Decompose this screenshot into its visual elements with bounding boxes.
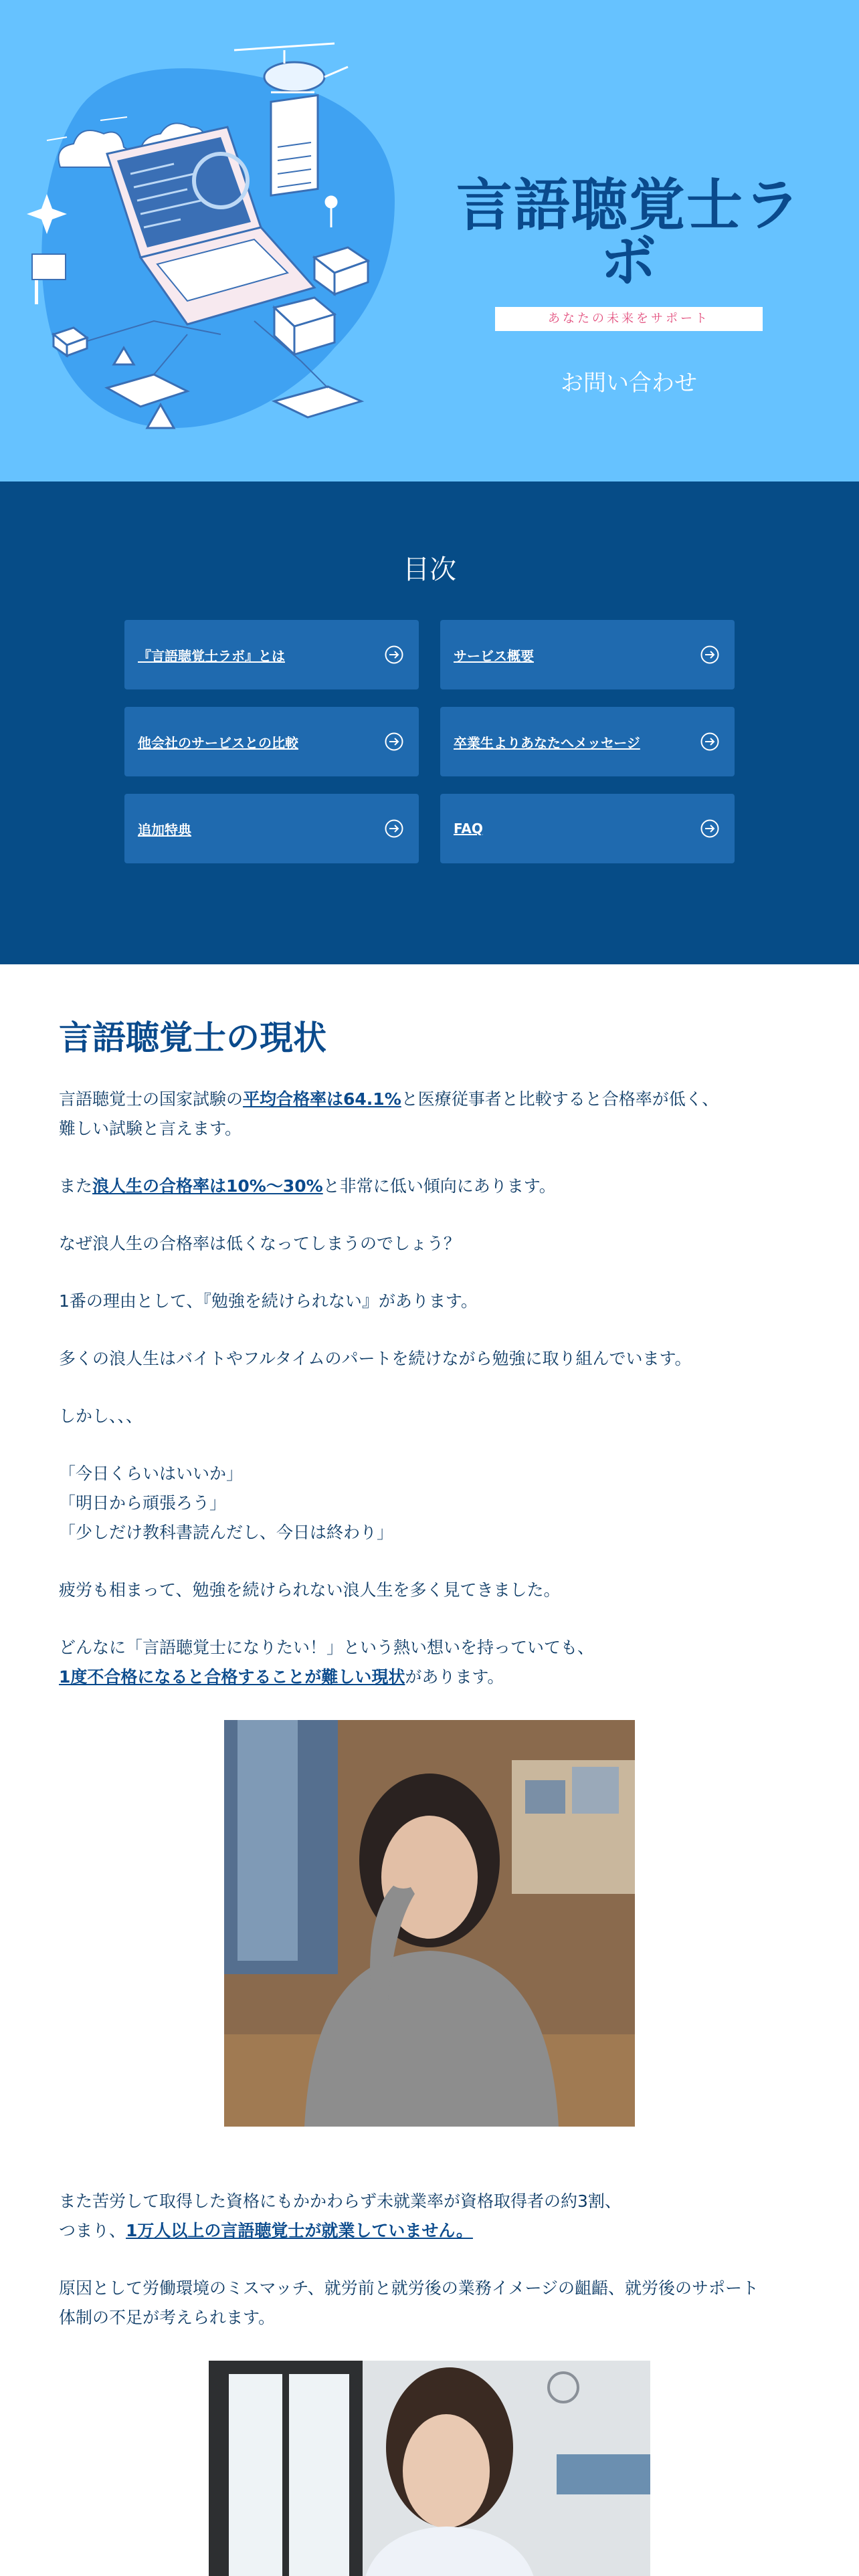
arrow-right-circle-icon xyxy=(700,645,720,665)
toc-item-label[interactable]: 他会社のサービスとの比較 xyxy=(138,734,298,751)
paragraph-pass-rate xyxy=(59,1085,800,1144)
highlight-pass-rate: 平均合格率は64.1% xyxy=(243,1089,401,1109)
paragraph-reason: 1番の理由として、『勉強を続けられない』があります。 xyxy=(59,1291,478,1311)
toc-item-label[interactable]: 『言語聴覚士ラボ』とは xyxy=(138,647,285,664)
toc-item-about[interactable] xyxy=(124,620,419,689)
text: と非常に低い傾向にあります。 xyxy=(322,1176,556,1196)
hero-illustration xyxy=(20,27,415,455)
arrow-right-circle-icon xyxy=(700,732,720,752)
text: があります。 xyxy=(405,1667,504,1687)
toc-grid xyxy=(124,620,735,863)
text: 難しい試験と言えます。 xyxy=(59,1119,242,1138)
paragraph-quotes xyxy=(59,1459,800,1547)
site-tagline: あなたの未来をサポート xyxy=(495,307,763,331)
highlight-unemployed: 1万人以上の言語聴覚士が就業していません。 xyxy=(126,2221,473,2240)
arrow-right-circle-icon xyxy=(384,645,404,665)
worried-student-image xyxy=(224,1720,635,2127)
paragraph-fatigue: 疲労も相まって、勉強を続けられない浪人生を多く見てきました。 xyxy=(59,1580,561,1600)
paragraph-difficulty xyxy=(59,1633,800,1692)
table-of-contents xyxy=(0,481,859,964)
contact-link[interactable]: お問い合わせ xyxy=(561,370,697,397)
text: 原因として労働環境のミスマッチ、就労前と就労後の業務イメージの齟齬、就労後のサポート xyxy=(59,2278,759,2298)
text: つまり、 xyxy=(59,2221,126,2240)
paragraph-question: なぜ浪人生の合格率は低くなってしまうのでしょう？ xyxy=(59,1234,461,1253)
paragraph-unemployment xyxy=(59,2187,800,2246)
toc-item-label[interactable]: サービス概要 xyxy=(454,647,534,664)
hero-section xyxy=(0,0,859,481)
paragraph-causes xyxy=(59,2274,800,2333)
text: また苦労して取得した資格にもかかわらず未就業率が資格取得者の約3割、 xyxy=(59,2191,622,2211)
text: どんなに「言語聴覚士になりたい！」という熱い想いを持っていても、 xyxy=(59,1638,595,1657)
text: 言語聴覚士の国家試験の xyxy=(59,1089,244,1109)
quote: 「少しだけ教科書読んだし、今日は終わり」 xyxy=(59,1523,394,1542)
toc-item-bonus[interactable] xyxy=(124,794,419,863)
toc-item-label[interactable]: FAQ xyxy=(454,821,483,837)
highlight-difficulty: 1度不合格になると合格することが難しい現状 xyxy=(59,1667,405,1687)
quote: 「今日くらいはいいか」 xyxy=(59,1464,244,1483)
toc-item-comparison[interactable] xyxy=(124,707,419,776)
toc-item-faq[interactable] xyxy=(440,794,735,863)
text: 体制の不足が考えられます。 xyxy=(59,2308,276,2327)
toc-item-graduate-message[interactable] xyxy=(440,707,735,776)
toc-item-label[interactable]: 卒業生よりあなたへメッセージ xyxy=(454,734,640,751)
current-status-section xyxy=(0,964,859,2576)
arrow-right-circle-icon xyxy=(384,732,404,752)
therapist-image xyxy=(209,2361,650,2576)
text: また xyxy=(59,1176,93,1196)
paragraph-however: しかし、、、 xyxy=(59,1406,143,1426)
arrow-right-circle-icon xyxy=(384,819,404,839)
quote: 「明日から頑張ろう」 xyxy=(59,1493,227,1513)
paragraph-part-time: 多くの浪人生はバイトやフルタイムのパートを続けながら勉強に取り組んでいます。 xyxy=(59,1349,692,1368)
highlight-ronin-rate: 浪人生の合格率は10%〜30% xyxy=(92,1176,323,1196)
toc-item-label[interactable]: 追加特典 xyxy=(138,821,191,838)
section-heading: 言語聴覚士の現状 xyxy=(59,1018,326,1057)
arrow-right-circle-icon xyxy=(700,819,720,839)
paragraph-ronin-rate xyxy=(59,1172,800,1201)
site-title: 言語聴覚士ラボ xyxy=(456,173,801,294)
text: と医療従事者と比較すると合格率が低く、 xyxy=(401,1089,719,1109)
hero-title-block xyxy=(442,173,816,331)
toc-item-service-overview[interactable] xyxy=(440,620,735,689)
toc-heading: 目次 xyxy=(403,554,456,585)
